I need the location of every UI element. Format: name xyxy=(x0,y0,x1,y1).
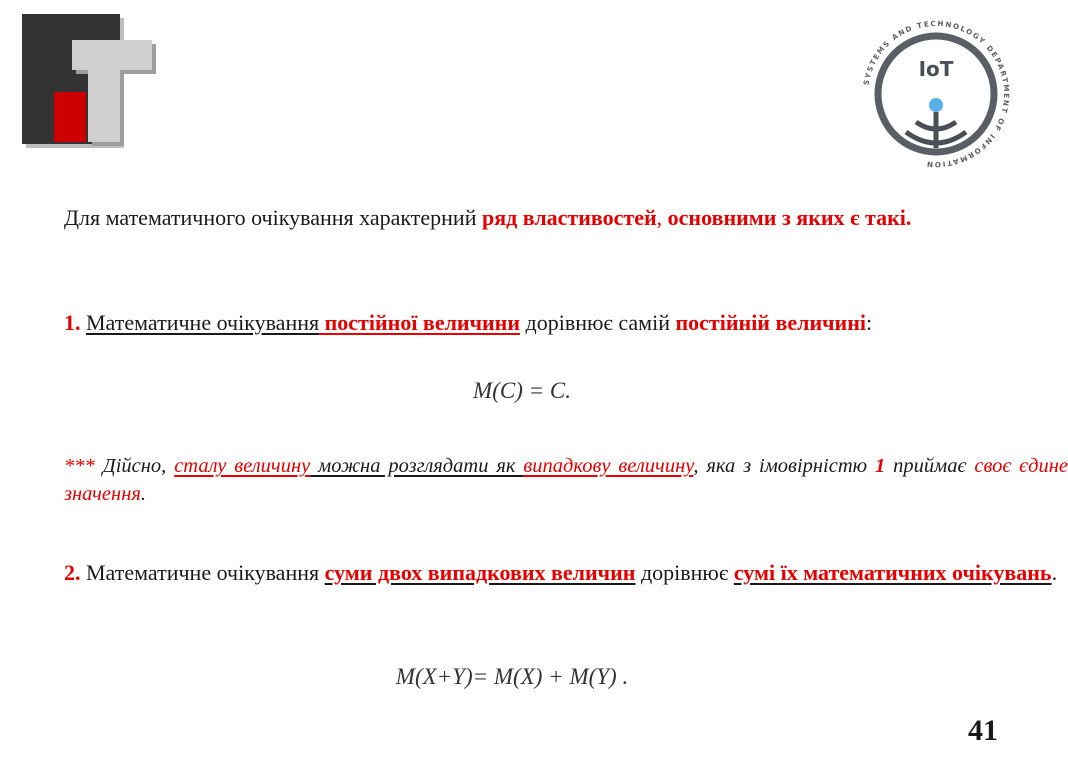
page-number: 41 xyxy=(968,714,998,747)
property-1-paragraph xyxy=(12,308,1068,338)
constant-value-result: постійній величині xyxy=(675,310,867,335)
property-2-period: . xyxy=(1051,560,1058,585)
constant-value-term: постійної величини xyxy=(319,310,521,335)
note-text-1: Дійсно, xyxy=(94,455,175,477)
property-1-colon: : xyxy=(866,310,873,335)
formula-1: M(C) = C. xyxy=(473,378,571,403)
note-period: . xyxy=(140,483,147,505)
property-2-subject: Математичне очікування xyxy=(80,560,325,585)
property-1-number: 1. xyxy=(64,310,81,335)
note-text-2: можна розглядати як xyxy=(310,455,524,477)
note-paragraph xyxy=(12,452,1068,508)
intro-paragraph xyxy=(12,203,1068,233)
property-2-number: 2. xyxy=(64,560,81,585)
probability-one: 1 xyxy=(875,455,886,477)
constant-term: сталу величину xyxy=(174,455,311,477)
property-2-equals: дорівнює xyxy=(635,560,734,585)
seal-ring-text: SYSTEMS AND TECHNOLOGY DEPARTMENT OF INFORMATION xyxy=(861,18,1012,170)
properties-term: ряд властивостей xyxy=(481,205,657,230)
note-text-3: , яка з імовірністю xyxy=(693,455,876,477)
formula-2: M(X+Y)= M(X) + M(Y) . xyxy=(395,664,629,689)
intro-text-1: Для математичного очікування характерний xyxy=(64,205,482,230)
iot-department-seal xyxy=(850,8,1022,180)
property-1-equals: дорівнює самій xyxy=(520,310,676,335)
sum-of-variables-term: суми двох випадкових величин xyxy=(324,560,636,585)
property-2-paragraph xyxy=(12,558,1068,588)
property-1-subject: Математичне очікування xyxy=(86,310,320,335)
intro-text-main: основними з яких є такі. xyxy=(667,205,912,230)
single-value-term: своє єдине значення xyxy=(64,455,1068,505)
ft-logo xyxy=(20,14,160,149)
note-text-4: приймає xyxy=(885,455,975,477)
sum-of-expectations-term: сумі їх математичних очікувань xyxy=(733,560,1052,585)
note-stars: *** xyxy=(64,455,95,477)
random-variable-term: випадкову величину xyxy=(523,455,694,477)
intro-comma: , xyxy=(656,205,668,230)
seal-center-text: IoT xyxy=(918,57,954,81)
